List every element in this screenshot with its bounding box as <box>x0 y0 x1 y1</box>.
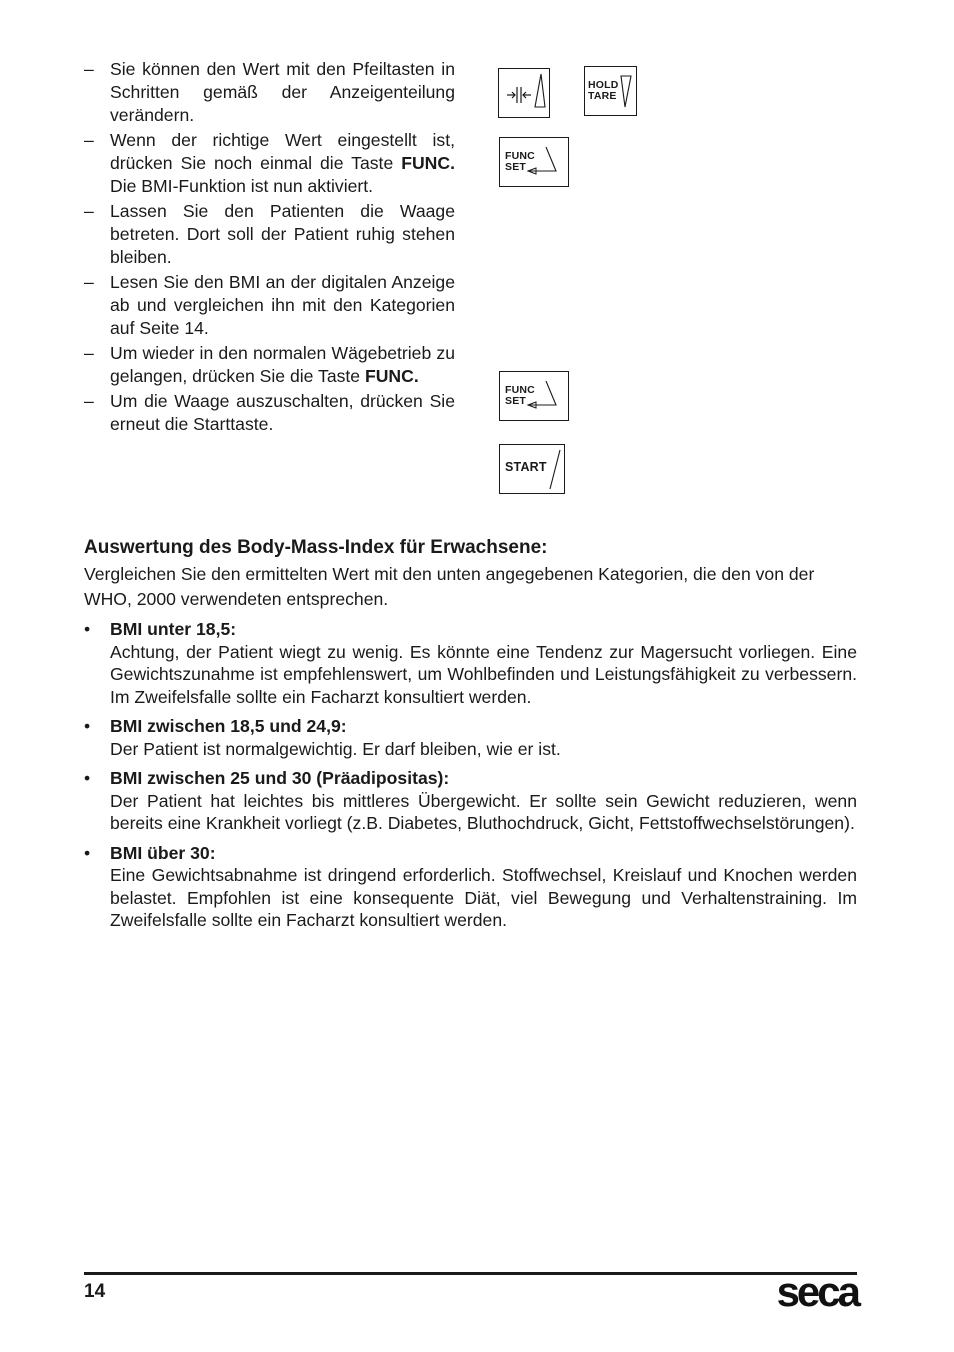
category-title: BMI unter 18,5: <box>110 619 237 639</box>
bullet-marker: • <box>84 768 91 788</box>
bmi-category-item <box>84 767 857 835</box>
dash-marker: – <box>84 201 94 221</box>
category-title: BMI zwischen 25 und 30 (Präadipositas): <box>110 768 450 788</box>
bmi-category-item <box>84 842 857 932</box>
bullet-marker: • <box>84 619 91 639</box>
func-set-label: FUNC SET <box>505 384 535 407</box>
bmi-category-item <box>84 715 857 760</box>
bmi-category-item <box>84 618 857 708</box>
instruction-step <box>84 390 455 436</box>
instruction-list <box>84 58 455 438</box>
category-title: BMI über 30: <box>110 842 216 863</box>
section-intro: Vergleichen Sie den ermittelten Wert mit den unten angegebenen Kategorien, die den von der WHO, 2000 verwendeten entsprechen. <box>84 564 815 609</box>
func-set-key <box>499 137 569 187</box>
category-description: Achtung, der Patient wiegt zu wenig. Es könnte eine Tendenz zur Magersucht vorliegen. Eine Gewichtszunahme ist empfehlenswert, um Wohlbefinden und Leistungsfähigkeit zu verbessern. Im Zweifelsfalle sollte ein Facharzt konsultiert werden. <box>110 641 857 707</box>
hold-tare-key <box>584 66 637 116</box>
instruction-text: Lassen Sie den Patienten die Waage betreten. Dort soll der Patient ruhig stehen bleiben. <box>110 201 455 267</box>
start-key <box>499 444 565 494</box>
func-set-label: FUNC SET <box>505 150 535 173</box>
category-description: Eine Gewichtsabnahme ist dringend erforderlich. Stoffwechsel, Kreislauf und Knochen werden belastet. Empfohlen ist eine konsequente Diät, viel Bewegung und Verhaltenstraining. Im Zweifelsfalle sollte ein Facharzt konsultiert werden. <box>110 865 857 930</box>
dash-marker: – <box>84 343 94 363</box>
instruction-text: Lesen Sie den BMI an der digitalen Anzeige ab und vergleichen ihn mit den Kategorien auf Seite 14. <box>110 272 455 338</box>
instruction-text: Um die Waage auszuschalten, drücken Sie erneut die Starttaste. <box>110 391 455 434</box>
bmi-category-list <box>84 618 857 939</box>
instruction-step <box>84 200 455 269</box>
dash-marker: – <box>84 272 94 292</box>
hold-tare-label: HOLD TARE <box>588 79 619 102</box>
bullet-marker: • <box>84 842 91 863</box>
arrow-key-icon <box>498 68 550 118</box>
instruction-text: Sie können den Wert mit den Pfeiltasten in Schritten gemäß der Anzeigenteilung verändern. <box>110 59 455 125</box>
bullet-marker: • <box>84 716 91 736</box>
section-heading: Auswertung des Body-Mass-Index für Erwachsene: <box>84 537 548 558</box>
instruction-text: Um wieder in den normalen Wägebetrieb zu gelangen, drücken Sie die Taste FUNC. <box>110 343 455 386</box>
footer-divider <box>84 1272 857 1275</box>
dash-marker: – <box>84 130 94 150</box>
instruction-step <box>84 271 455 340</box>
brand-logo: seca <box>776 1268 858 1315</box>
category-title: BMI zwischen 18,5 und 24,9: <box>110 716 347 736</box>
dash-marker: – <box>84 59 94 79</box>
instruction-step <box>84 129 455 198</box>
category-description: Der Patient hat leichtes bis mittleres Übergewicht. Er sollte sein Gewicht reduzieren, wenn bereits eine Krankheit vorliegt (z.B. Diabetes, Bluthochdruck, Gicht, Fettstoffwechselstörungen). <box>110 790 857 833</box>
page-number: 14 <box>84 1281 106 1302</box>
start-label: START <box>505 460 547 474</box>
instruction-text: Wenn der richtige Wert eingestellt ist, drücken Sie noch einmal die Taste FUNC. Die BMI-Funktion ist nun aktiviert. <box>110 130 455 196</box>
dash-marker: – <box>84 391 94 411</box>
instruction-step <box>84 58 455 127</box>
func-set-key <box>499 371 569 421</box>
category-description: Der Patient ist normalgewichtig. Er darf bleiben, wie er ist. <box>110 738 561 759</box>
instruction-step <box>84 342 455 388</box>
